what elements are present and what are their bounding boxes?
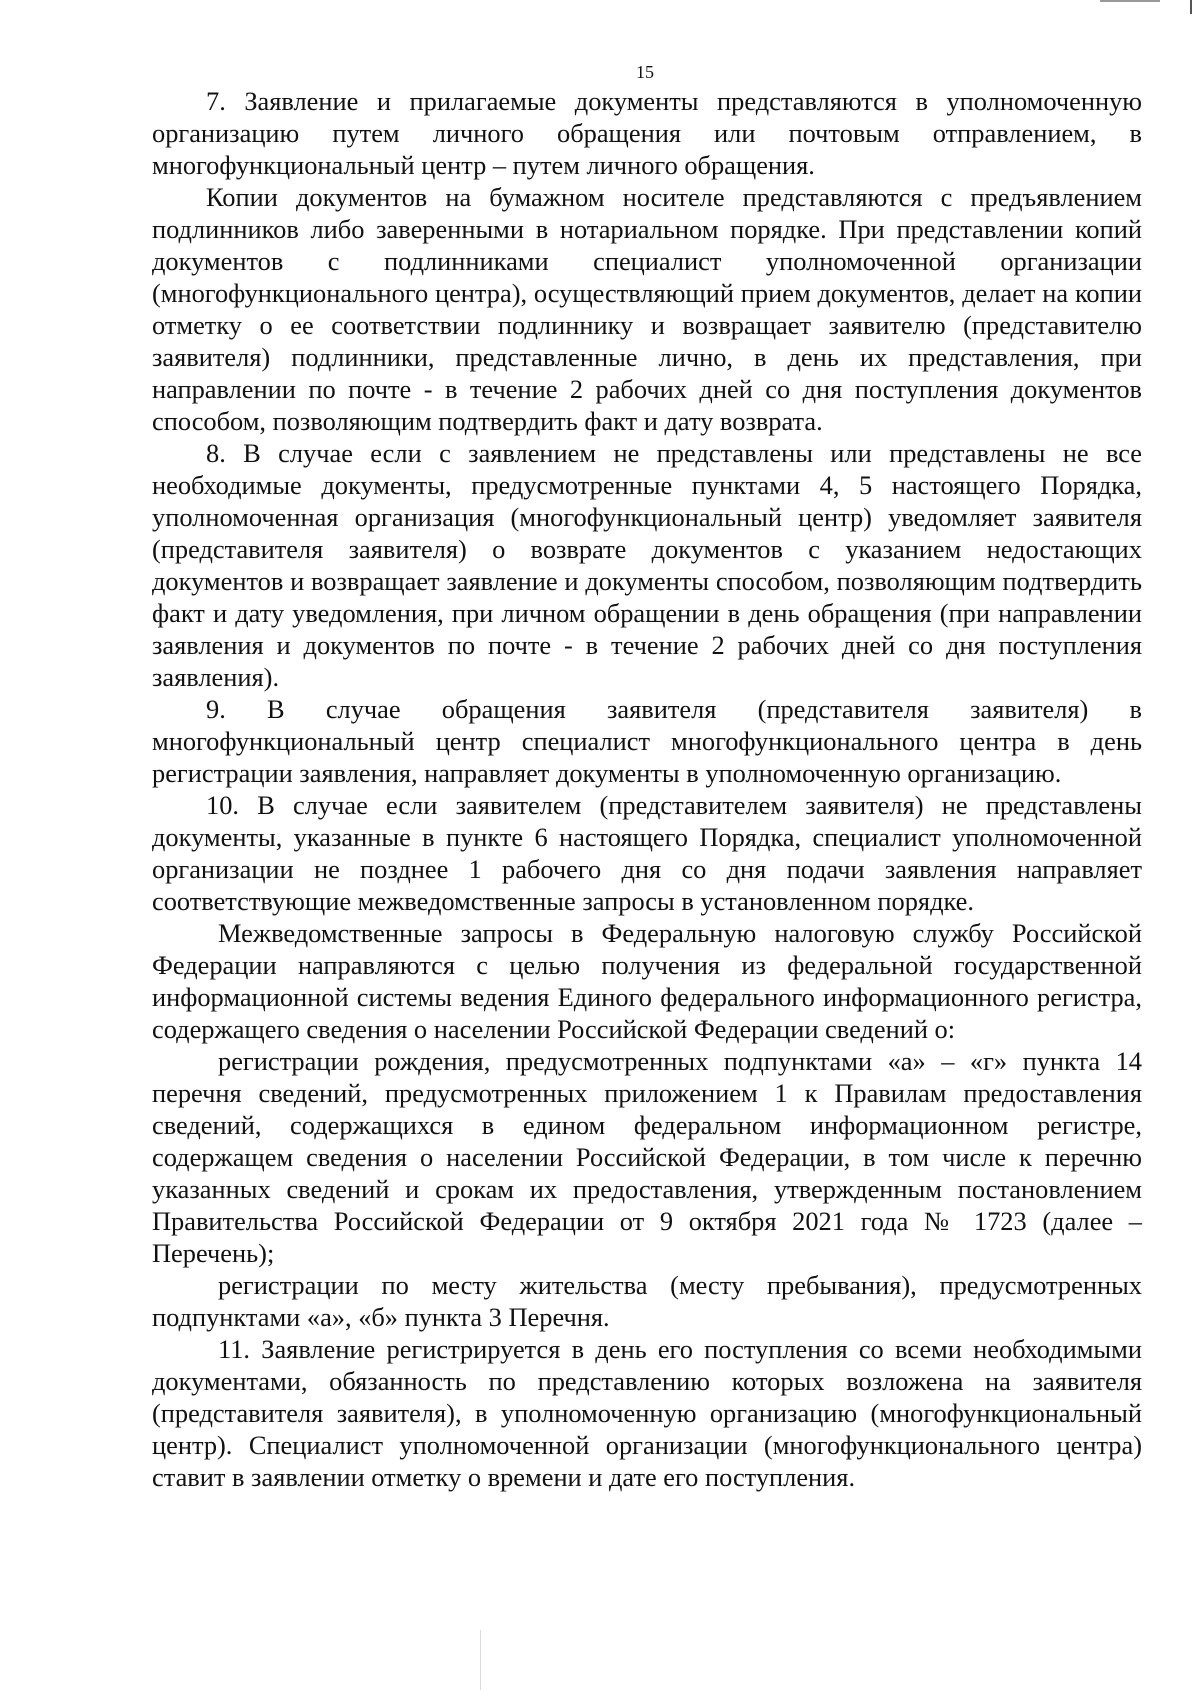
paragraph-10-requests: Межведомственные запросы в Федеральную налоговую службу Российской Федерации направляются с целью получения из федеральной государственной информационной системы ведения Единого федерального информационного регистра, содержащего сведения о населении Российской Федерации сведений о: [152, 918, 1142, 1044]
paragraph-8: 8. В случае если с заявлением не представлены или представлены не все необходимые документы, предусмотренные пунктами 4, 5 настоящего Порядка, уполномоченная организация (многофункциональный центр) уведомляет заявителя (представителя заявителя) о возврате документов с указанием недостающих документов и возвращает заявление и документы способом, позволяющим подтвердить факт и дату уведомления, при личном обращении в день обращения (при направлении заявления и документов по почте - в течение 2 рабочих дней со дня поступления заявления). [152, 438, 1142, 692]
paragraph-7-copies: Копии документов на бумажном носителе представляются с предъявлением подлинников либо заверенными в нотариальном порядке. При представлении копий документов с подлинниками специалист уполномоченной организации (многофункционального центра), осуществляющий прием документов, делает на копии отметку о ее соответствии подлиннику и возвращает заявителю (представителю заявителя) подлинники, представленные лично, в день их представления, при направлении по почте - в течение 2 рабочих дней со дня поступления документов способом, позволяющим подтвердить факт и дату возврата. [152, 182, 1142, 436]
paragraph-11: 11. Заявление регистрируется в день его поступления со всеми необходимыми документами, обязанность по представлению которых возложена на заявителя (представителя заявителя), в уполномоченную организацию (многофункциональный центр). Специалист уполномоченной организации (многофункционального центра) ставит в заявлении отметку о времени и дате его поступления. [152, 1334, 1142, 1492]
paragraph-9: 9. В случае обращения заявителя (представителя заявителя) в многофункциональный центр специалист многофункционального центра в день регистрации заявления, направляет документы в уполномоченную организацию. [152, 694, 1142, 788]
scan-edge-mark [1190, 0, 1192, 14]
page-number: 15 [636, 62, 654, 82]
paragraph-7: 7. Заявление и прилагаемые документы представляются в уполномоченную организацию путем личного обращения или почтовым отправлением, в многофункциональный центр – путем личного обращения. [152, 86, 1142, 180]
scan-edge-mark [1100, 0, 1160, 2]
paragraph-10-birth-registration: регистрации рождения, предусмотренных подпунктами «а» – «г» пункта 14 перечня сведений, предусмотренных приложением 1 к Правилам предоставления сведений, содержащихся в едином федеральном информационном регистре, содержащем сведения о населении Российской Федерации, в том числе к перечню указанных сведений и срокам их предоставления, утвержденным постановлением Правительства Российской Федерации от 9 октября 2021 года № 1723 (далее – Перечень); [152, 1046, 1142, 1268]
paragraph-10-residence-registration: регистрации по месту жительства (месту пребывания), предусмотренных подпунктами «а», «б» пункта 3 Перечня. [152, 1270, 1142, 1332]
document-body [152, 85, 1142, 1493]
paragraph-10: 10. В случае если заявителем (представителем заявителя) не представлены документы, указанные в пункте 6 настоящего Порядка, специалист уполномоченной организации не позднее 1 рабочего дня со дня подачи заявления направляет соответствующие межведомственные запросы в установленном порядке. [152, 790, 1142, 916]
scan-fold-mark [480, 1630, 481, 1690]
